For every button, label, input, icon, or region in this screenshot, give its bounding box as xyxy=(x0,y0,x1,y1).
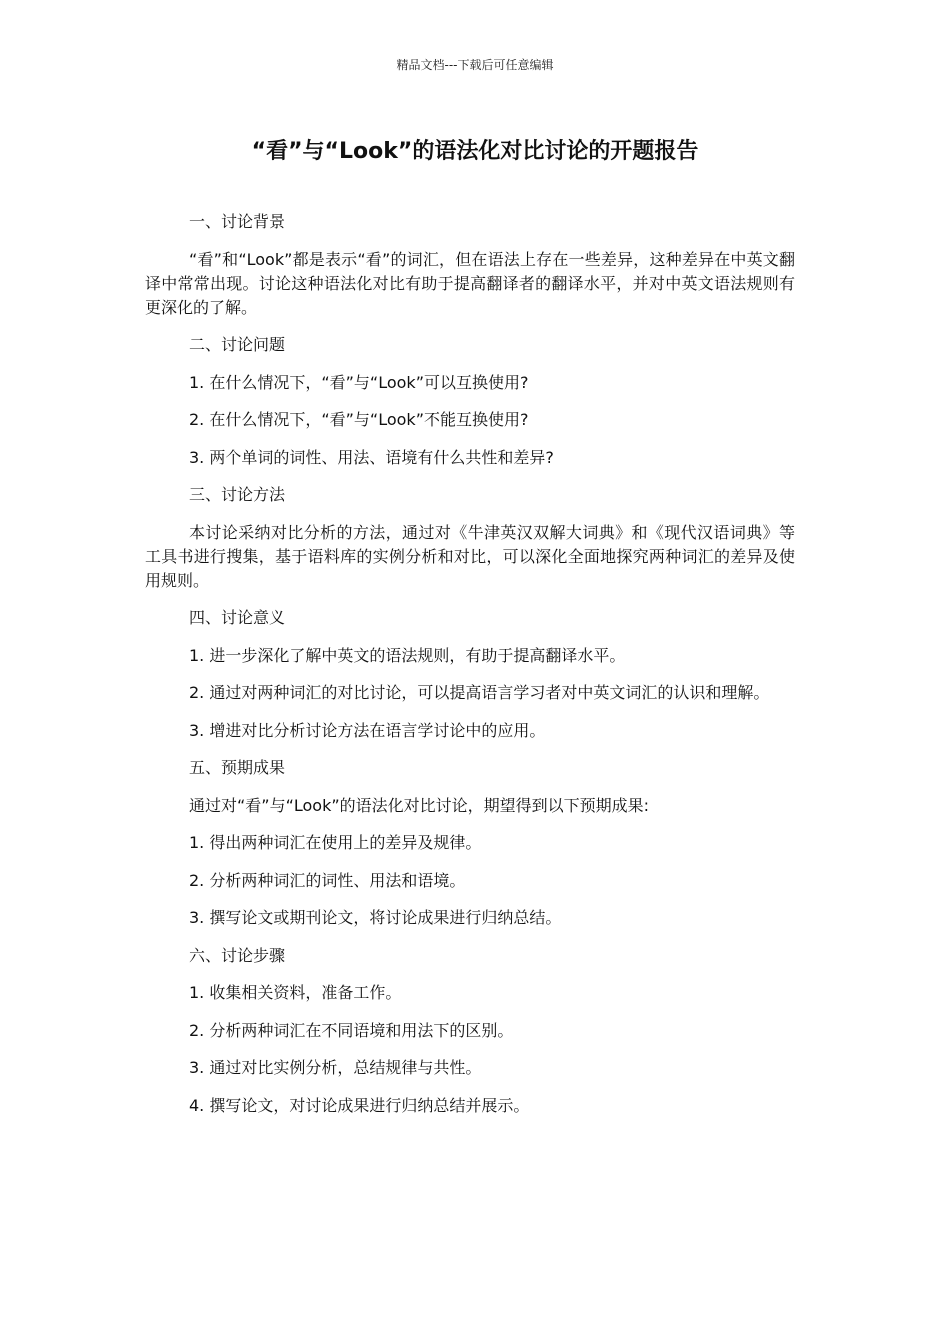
document-title: “看”与“Look”的语法化对比讨论的开题报告 xyxy=(251,139,699,164)
outcome-item-3: 3. 撰写论文或期刊论文，将讨论成果进行归纳总结。 xyxy=(189,908,562,927)
paragraph-methods: 本讨论采纳对比分析的方法，通过对《牛津英汉双解大词典》和《现代汉语词典》等工具书进行搜集，基于语料库的实例分析和对比，可以深化全面地探究两种词汇的差异及使用规则。 xyxy=(145,522,795,590)
significance-item-2: 2. 通过对两种词汇的对比讨论，可以提高语言学习者对中英文词汇的认识和理解。 xyxy=(189,683,770,702)
section-heading-significance: 四、讨论意义 xyxy=(189,608,286,627)
section-heading-questions: 二、讨论问题 xyxy=(189,335,286,354)
question-item-3: 3. 两个单词的词性、用法、语境有什么共性和差异? xyxy=(189,447,554,467)
question-item-1: 1. 在什么情况下，“看”与“Look”可以互换使用? xyxy=(189,372,529,392)
paragraph-background: “看”和“Look”都是表示“看”的词汇，但在语法上存在一些差异，这种差异在中英文翻译中常常出现。讨论这种语法化对比有助于提高翻译者的翻译水平，并对中英文语法规则有更深化的了解。 xyxy=(145,249,795,317)
step-item-3: 3. 通过对比实例分析，总结规律与共性。 xyxy=(189,1058,482,1077)
section-heading-background: 一、讨论背景 xyxy=(189,212,286,231)
section-heading-steps: 六、讨论步骤 xyxy=(189,945,286,965)
step-item-2: 2. 分析两种词汇在不同语境和用法下的区别。 xyxy=(189,1020,514,1040)
question-item-2: 2. 在什么情况下，“看”与“Look”不能互换使用? xyxy=(189,410,529,429)
document-body xyxy=(145,210,795,1131)
outcome-item-1: 1. 得出两种词汇在使用上的差异及规律。 xyxy=(189,833,482,852)
section-heading-outcomes: 五、预期成果 xyxy=(189,758,286,777)
section-heading-methods: 三、讨论方法 xyxy=(189,485,286,504)
paragraph-outcomes-intro: 通过对“看”与“Look”的语法化对比讨论，期望得到以下预期成果: xyxy=(189,795,650,815)
outcome-item-2: 2. 分析两种词汇的词性、用法和语境。 xyxy=(189,870,466,890)
significance-item-3: 3. 增进对比分析讨论方法在语言学讨论中的应用。 xyxy=(189,720,546,740)
step-item-1: 1. 收集相关资料，准备工作。 xyxy=(189,983,402,1002)
significance-item-1: 1. 进一步深化了解中英文的语法规则，有助于提高翻译水平。 xyxy=(189,645,626,665)
step-item-4: 4. 撰写论文，对讨论成果进行归纳总结并展示。 xyxy=(189,1095,530,1115)
header-note: 精品文档---下载后可任意编辑 xyxy=(396,58,554,72)
